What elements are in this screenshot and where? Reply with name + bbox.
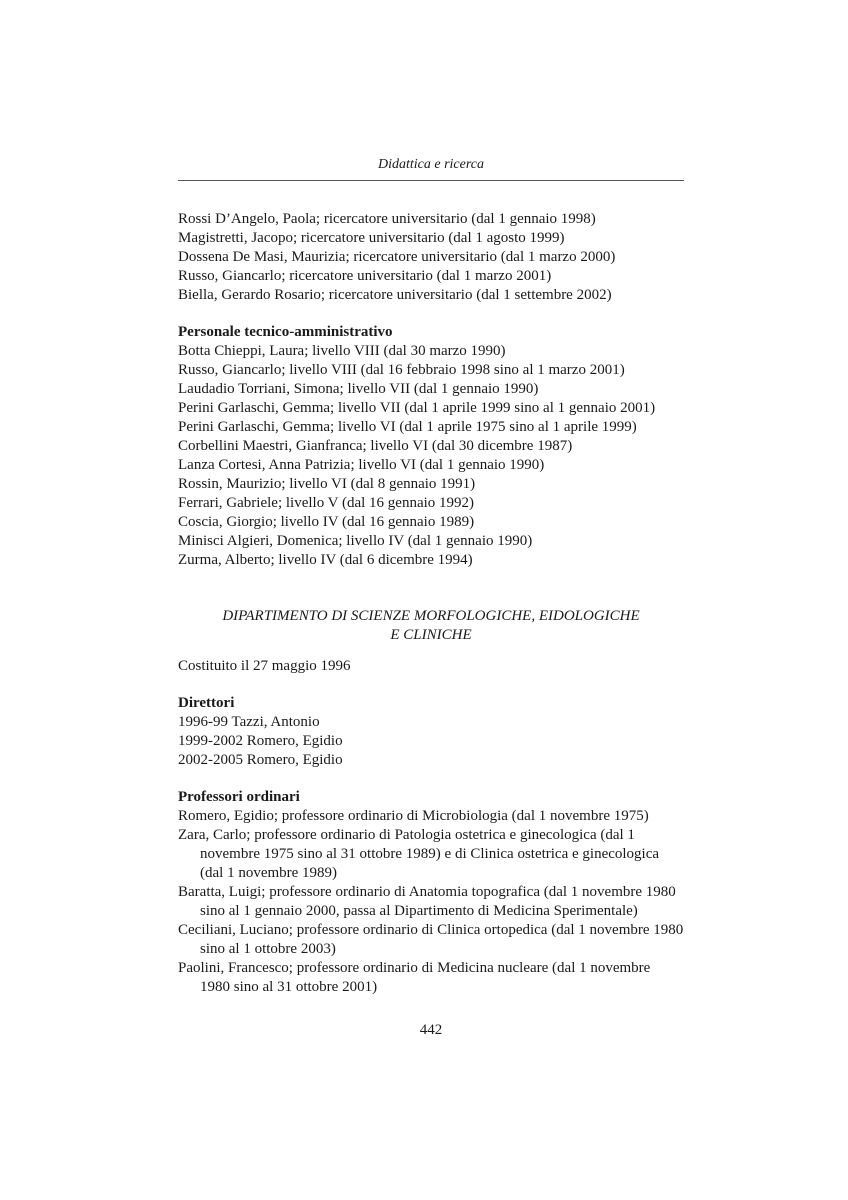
list-item: Biella, Gerardo Rosario; ricercatore universitario (dal 1 settembre 2002) [178, 287, 612, 303]
header-rule [178, 180, 684, 181]
list-item: Ferrari, Gabriele; livello V (dal 16 gennaio 1992) [178, 495, 475, 511]
section-heading-direttori: Direttori [178, 695, 235, 711]
list-item: Perini Garlaschi, Gemma; livello VII (dal 1 aprile 1999 sino al 1 gennaio 2001) [178, 400, 656, 416]
department-title-line: DIPARTIMENTO DI SCIENZE MORFOLOGICHE, EIDOLOGICHE [222, 608, 640, 624]
list-item: Minisci Algieri, Domenica; livello IV (dal 1 gennaio 1990) [178, 533, 533, 549]
body-text [178, 210, 684, 997]
list-item: Rossi D’Angelo, Paola; ricercatore universitario (dal 1 gennaio 1998) [178, 211, 596, 227]
list-item: Romero, Egidio; professore ordinario di Microbiologia (dal 1 novembre 1975) [178, 808, 649, 824]
department-title [178, 607, 684, 645]
direttori-list [178, 713, 684, 770]
list-item: Corbellini Maestri, Gianfranca; livello VI (dal 30 dicembre 1987) [178, 438, 573, 454]
department-title-line: E CLINICHE [390, 627, 472, 643]
list-item: Coscia, Giorgio; livello IV (dal 16 gennaio 1989) [178, 514, 475, 530]
running-head: Didattica e ricerca [377, 157, 484, 172]
list-item: Magistretti, Jacopo; ricercatore universitario (dal 1 agosto 1999) [178, 230, 565, 246]
list-item: Ceciliani, Luciano; professore ordinario di Clinica ortopedica (dal 1 novembre 1980 sino al 1 ottobre 2003) [178, 922, 684, 957]
list-item: Dossena De Masi, Maurizia; ricercatore universitario (dal 1 marzo 2000) [178, 249, 616, 265]
list-item: Laudadio Torriani, Simona; livello VII (dal 1 gennaio 1990) [178, 381, 539, 397]
list-item: Perini Garlaschi, Gemma; livello VI (dal 1 aprile 1975 sino al 1 aprile 1999) [178, 419, 637, 435]
ricercatori-list [178, 210, 684, 305]
list-item: Russo, Giancarlo; ricercatore universitario (dal 1 marzo 2001) [178, 268, 552, 284]
list-item: 1999-2002 Romero, Egidio [178, 733, 343, 749]
founded-date: Costituito il 27 maggio 1996 [178, 658, 351, 674]
professori-list [178, 807, 684, 997]
list-item: 2002-2005 Romero, Egidio [178, 752, 343, 768]
list-item: Zurma, Alberto; livello IV (dal 6 dicembre 1994) [178, 552, 473, 568]
personale-list [178, 342, 684, 570]
page-number: 442 [419, 1022, 443, 1038]
list-item: Botta Chieppi, Laura; livello VIII (dal 30 marzo 1990) [178, 343, 506, 359]
section-heading-personale: Personale tecnico-amministrativo [178, 324, 393, 340]
list-item: Baratta, Luigi; professore ordinario di Anatomia topografica (dal 1 novembre 1980 sino al 1 gennaio 2000, passa al Dipartimento di Medicina Sperimentale) [178, 884, 676, 919]
list-item: Rossin, Maurizio; livello VI (dal 8 gennaio 1991) [178, 476, 476, 492]
list-item: Zara, Carlo; professore ordinario di Patologia ostetrica e ginecologica (dal 1 novembre 1975 sino al 31 ottobre 1989) e di Clinica ostetrica e ginecologica (dal 1 novembre 1989) [178, 827, 660, 881]
list-item: Russo, Giancarlo; livello VIII (dal 16 febbraio 1998 sino al 1 marzo 2001) [178, 362, 625, 378]
list-item: Paolini, Francesco; professore ordinario di Medicina nucleare (dal 1 novembre 1980 sino al 31 ottobre 2001) [178, 960, 651, 995]
section-heading-professori: Professori ordinari [178, 789, 300, 805]
list-item: 1996-99 Tazzi, Antonio [178, 714, 320, 730]
list-item: Lanza Cortesi, Anna Patrizia; livello VI (dal 1 gennaio 1990) [178, 457, 545, 473]
